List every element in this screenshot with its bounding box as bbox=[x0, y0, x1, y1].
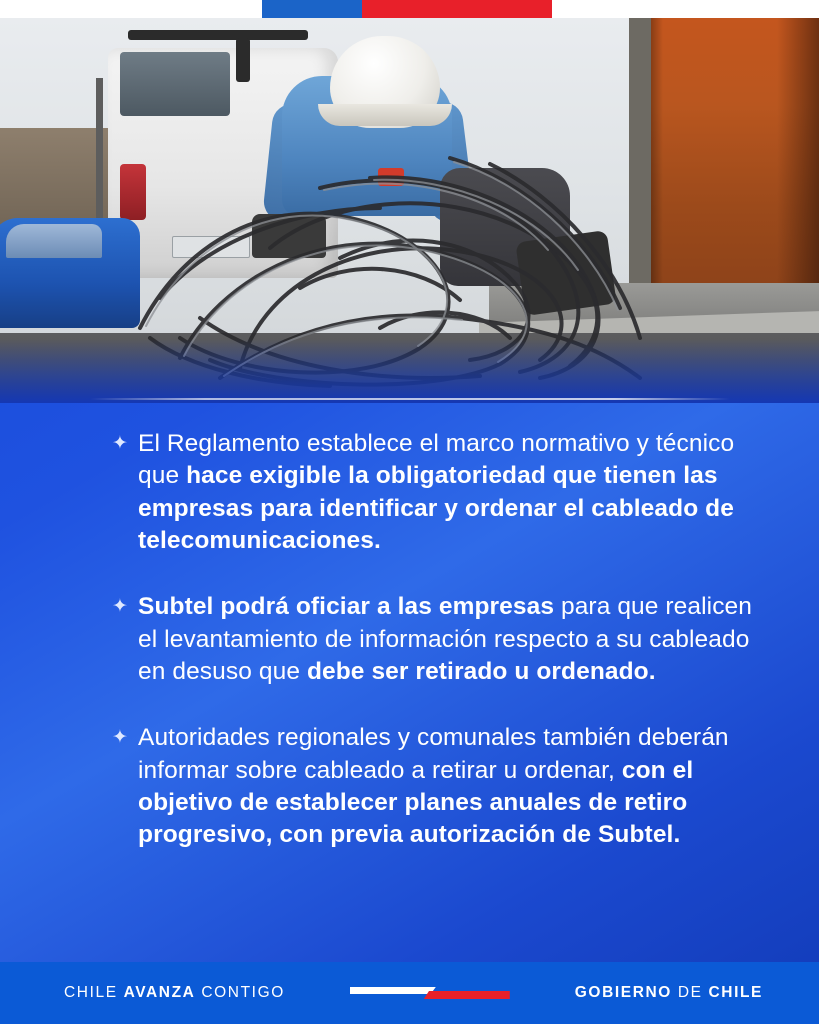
list-item bbox=[112, 591, 760, 688]
footer-slogan-part-1: CHILE bbox=[64, 984, 124, 1001]
chile-flag-bar bbox=[0, 0, 819, 18]
footer-slogan-bold: AVANZA bbox=[123, 984, 196, 1001]
footer-brand bbox=[575, 984, 763, 1002]
bullet-text-3 bbox=[138, 722, 760, 851]
footer-brand-plain: DE bbox=[671, 984, 709, 1001]
photo-blue-car-window bbox=[6, 224, 102, 258]
flag-segment-white-left bbox=[0, 0, 262, 18]
ribbon-white-stripe bbox=[350, 987, 436, 994]
sparkle-icon: ✦ bbox=[112, 433, 128, 454]
bullet-2-bold-1: Subtel podrá oficiar a las empresas bbox=[138, 593, 555, 621]
hero-photo bbox=[0, 18, 819, 403]
photo-van-roof-rack-bar bbox=[236, 38, 250, 82]
bullet-1-plain-1: El Reglamento establece el marco normativo y técnico que bbox=[138, 430, 735, 490]
bullet-text-2 bbox=[138, 591, 760, 688]
bullet-list bbox=[112, 428, 760, 886]
photo-van-roof-rack bbox=[128, 30, 308, 40]
footer-slogan-part-2: CONTIGO bbox=[195, 984, 285, 1001]
list-item bbox=[112, 722, 760, 851]
footer-brand-bold-2: CHILE bbox=[708, 984, 763, 1001]
bullet-3-bold-1: con el objetivo de establecer planes anuales de retiro progresivo, con previa autorización de Subtel. bbox=[138, 756, 694, 849]
footer-brand-bold-1: GOBIERNO bbox=[574, 984, 672, 1001]
photo-worker-helmet-brim bbox=[318, 104, 452, 126]
footer-slogan bbox=[64, 984, 285, 1002]
list-item bbox=[112, 428, 760, 557]
flag-segment-red bbox=[362, 0, 552, 18]
flag-segment-blue bbox=[262, 0, 362, 18]
bullet-text-1 bbox=[138, 428, 760, 557]
ribbon-red-stripe bbox=[424, 991, 510, 999]
sparkle-icon: ✦ bbox=[112, 596, 128, 618]
footer-ribbon-container bbox=[285, 985, 575, 1001]
footer-bar bbox=[0, 962, 819, 1024]
bullet-1-bold-1: hace exigible la obligatoriedad que tienen las empresas para identificar y ordenar el cableado de telecomunicaciones. bbox=[138, 462, 734, 554]
bullet-2-plain-1: para que realicen el levantamiento de información respecto a su cableado en desuso que bbox=[138, 593, 753, 685]
chile-ribbon-icon bbox=[350, 985, 510, 1001]
section-divider bbox=[90, 398, 730, 400]
photo-wall-shadow bbox=[777, 18, 819, 308]
flag-segment-white-right bbox=[552, 0, 819, 18]
photo-van-window bbox=[120, 52, 230, 116]
sparkle-icon: ✦ bbox=[112, 727, 128, 749]
bullet-3-plain-1: Autoridades regionales y comunales también deberán informar sobre cableado a retirar u ordenar, bbox=[138, 724, 729, 784]
bullet-2-bold-2: debe ser retirado u ordenado. bbox=[306, 657, 656, 685]
photo-bottom-fade bbox=[0, 339, 819, 403]
